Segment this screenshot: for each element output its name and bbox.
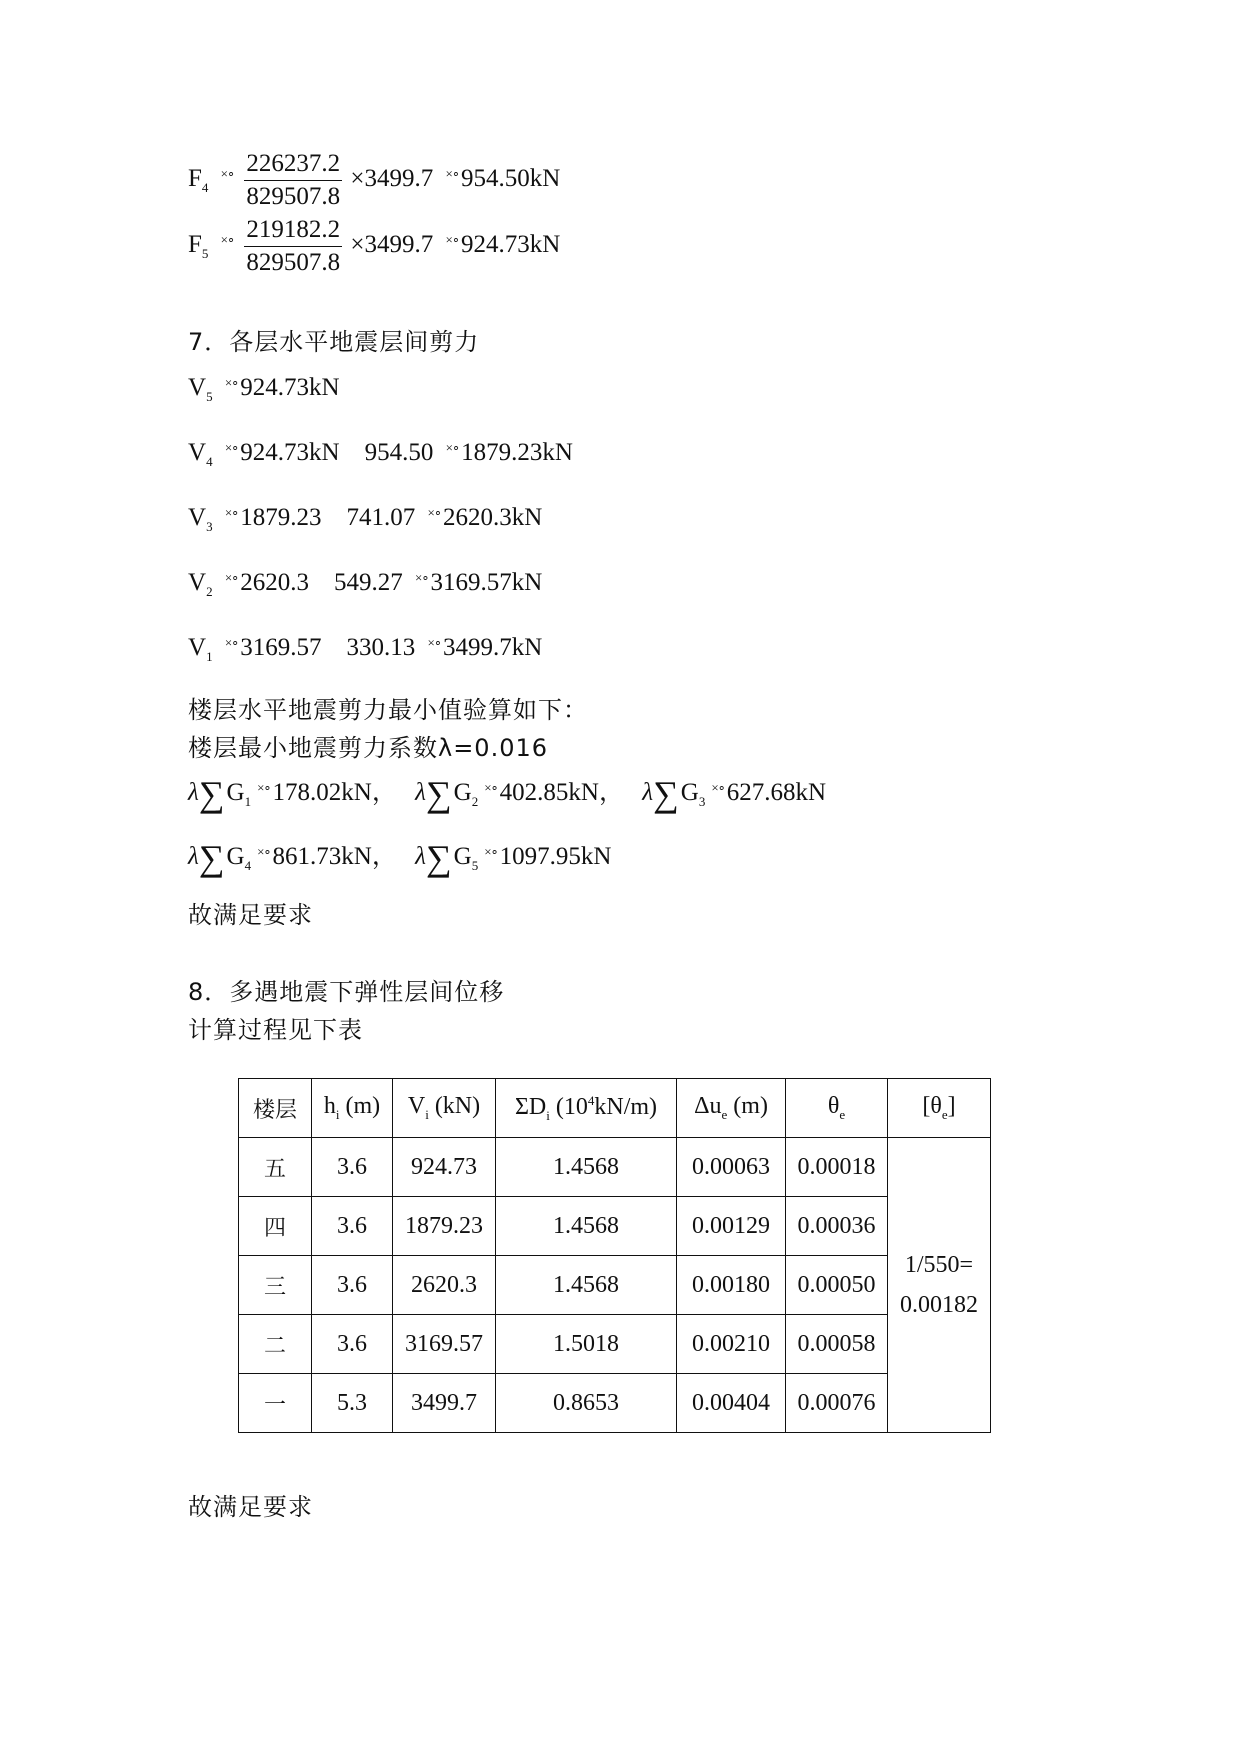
cell-displacement: 0.00063	[677, 1138, 786, 1197]
cell-drift-limit: 1/550= 0.00182	[888, 1138, 991, 1433]
cell-floor: 三	[239, 1256, 312, 1315]
force-f4: $F_4$ ×∘ $\frac{226237.2}{829507.8}$ ×3499.7 ×∘954.50kN	[188, 150, 561, 210]
shear-v2: $V_2$ ×∘2620.3 549.27 ×∘3169.57kN	[188, 569, 543, 599]
header-height: $h_i$ (m)	[312, 1079, 393, 1138]
min-shear-check-title: 楼层水平地震剪力最小值验算如下：	[188, 696, 588, 724]
cell-drift-ratio: 0.00076	[786, 1374, 888, 1433]
min-shear-g5: $\lambda\sum G_5^{\times\circ}1097.95kN$	[415, 838, 612, 878]
table-row	[239, 1374, 991, 1433]
header-displacement: $\Delta u_e$ (m)	[677, 1079, 786, 1138]
cell-shear: 3169.57	[393, 1315, 496, 1374]
shear-v1: $V_1$ ×∘3169.57 330.13 ×∘3499.7kN	[188, 634, 543, 664]
header-floor: 楼层	[239, 1079, 312, 1138]
header-drift-limit: $[\theta_e]$	[888, 1079, 991, 1138]
cell-drift-ratio: 0.00036	[786, 1197, 888, 1256]
cell-stiffness: 1.4568	[496, 1138, 677, 1197]
section-7-conclusion: 故满足要求	[188, 901, 313, 929]
fraction: $\frac{219182.2}{829507.8}$	[246, 216, 341, 276]
cell-shear: 1879.23	[393, 1197, 496, 1256]
cell-height: 3.6	[312, 1256, 393, 1315]
cell-shear: 924.73	[393, 1138, 496, 1197]
header-stiffness: $\Sigma D_i$ $(10^4kN/m)$	[496, 1079, 677, 1138]
cell-drift-ratio: 0.00058	[786, 1315, 888, 1374]
cell-stiffness: 0.8653	[496, 1374, 677, 1433]
cell-floor: 四	[239, 1197, 312, 1256]
table-row	[239, 1315, 991, 1374]
cell-displacement: 0.00404	[677, 1374, 786, 1433]
fraction: $\frac{226237.2}{829507.8}$	[246, 150, 341, 210]
cell-floor: 五	[239, 1138, 312, 1197]
cell-stiffness: 1.5018	[496, 1315, 677, 1374]
cell-stiffness: 1.4568	[496, 1197, 677, 1256]
section-8-heading: 8．多遇地震下弹性层间位移	[188, 978, 505, 1006]
min-shear-g1: $\lambda\sum G_1^{\times\circ}178.02kN$，	[188, 774, 397, 814]
table-row	[239, 1197, 991, 1256]
cell-displacement: 0.00180	[677, 1256, 786, 1315]
min-shear-g4: $\lambda\sum G_4^{\times\circ}861.73kN$，	[188, 838, 397, 878]
cell-drift-ratio: 0.00050	[786, 1256, 888, 1315]
cell-shear: 2620.3	[393, 1256, 496, 1315]
table-row	[239, 1138, 991, 1197]
header-drift-ratio: $\theta_e$	[786, 1079, 888, 1138]
shear-v3: $V_3$ ×∘1879.23 741.07 ×∘2620.3kN	[188, 504, 543, 534]
cell-height: 3.6	[312, 1197, 393, 1256]
cell-displacement: 0.00129	[677, 1197, 786, 1256]
shear-v5: $V_5$ ×∘924.73kN	[188, 374, 340, 404]
min-shear-row-1	[188, 772, 826, 815]
cell-height: 3.6	[312, 1138, 393, 1197]
cell-floor: 二	[239, 1315, 312, 1374]
cell-shear: 3499.7	[393, 1374, 496, 1433]
force-f5: $F_5$ ×∘ $\frac{219182.2}{829507.8}$ ×3499.7 ×∘924.73kN	[188, 216, 561, 276]
section-8-subheading: 计算过程见下表	[188, 1016, 363, 1044]
section-7-heading: 7．各层水平地震层间剪力	[188, 328, 480, 356]
section-8-conclusion: 故满足要求	[188, 1493, 313, 1521]
interstory-drift-table	[238, 1078, 991, 1433]
shear-v4: $V_4$ ×∘924.73kN 954.50 ×∘1879.23kN	[188, 439, 573, 469]
cell-height: 5.3	[312, 1374, 393, 1433]
cell-displacement: 0.00210	[677, 1315, 786, 1374]
table-header-row	[239, 1079, 991, 1138]
min-shear-coefficient: 楼层最小地震剪力系数λ=0.016	[188, 734, 549, 762]
header-shear: $V_i$ (kN)	[393, 1079, 496, 1138]
cell-drift-ratio: 0.00018	[786, 1138, 888, 1197]
cell-floor: 一	[239, 1374, 312, 1433]
min-shear-g3: $\lambda\sum G_3^{\times\circ}627.68kN$	[642, 774, 827, 814]
cell-height: 3.6	[312, 1315, 393, 1374]
min-shear-g2: $\lambda\sum G_2^{\times\circ}402.85kN$，	[415, 774, 624, 814]
min-shear-row-2	[188, 836, 611, 879]
table-row	[239, 1256, 991, 1315]
cell-stiffness: 1.4568	[496, 1256, 677, 1315]
